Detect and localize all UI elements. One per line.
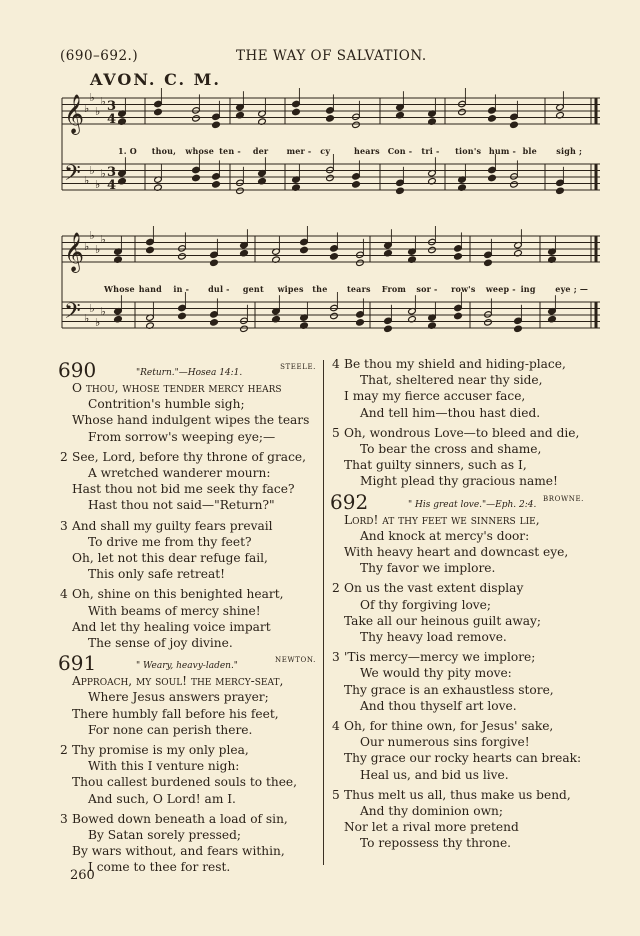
note-head xyxy=(428,246,437,253)
hymn-author: STEELE. xyxy=(280,363,316,371)
time-signature-bottom: 4 xyxy=(107,112,117,127)
flat-icon: ♭ xyxy=(100,305,106,318)
verse-text: The sense of joy divine. xyxy=(88,636,233,651)
note-head xyxy=(352,121,361,128)
verse-text: And knock at mercy's door: xyxy=(360,528,530,543)
stanza-number: 2 xyxy=(60,449,68,464)
treble-clef-icon: 𝄞 xyxy=(64,232,85,272)
page-number: 260 xyxy=(70,868,95,883)
verse-text: To drive me from thy feet? xyxy=(88,534,252,549)
flat-icon: ♭ xyxy=(84,174,90,187)
verse-text: Thy grace is an exhaustless store, xyxy=(344,682,554,697)
note-head xyxy=(330,312,339,319)
verse-text: I may my fierce accuser face, xyxy=(344,389,526,404)
note-head xyxy=(178,253,187,260)
hymn-690 xyxy=(58,358,322,655)
verse-line xyxy=(60,619,322,635)
verse-line xyxy=(332,372,590,388)
hymn-range: (690–692.) xyxy=(60,48,139,64)
flat-icon: ♭ xyxy=(95,316,101,329)
verse-text: Oh, for thine own, for Jesus' sake, xyxy=(344,719,554,734)
flat-icon: ♭ xyxy=(100,167,106,180)
note-head xyxy=(514,325,523,332)
verse-text: From sorrow's weeping eye;— xyxy=(88,429,276,444)
verse-text: And tell him—thou hast died. xyxy=(360,405,541,420)
stanza xyxy=(332,580,590,645)
stanza xyxy=(332,356,590,421)
verse-text: Thy favor we implore. xyxy=(360,561,496,576)
hymn-header xyxy=(58,358,322,382)
stanza-number: 3 xyxy=(60,518,68,533)
note-head xyxy=(210,319,219,326)
verse-line xyxy=(60,689,322,705)
scripture-reference: "Return."—Hosea 14:1. xyxy=(136,368,243,378)
lyric-syllable: sigh ; xyxy=(556,146,583,156)
stanza-number: 3 xyxy=(60,811,68,826)
time-signature-top: 3 xyxy=(107,165,117,180)
verse-text: Our numerous sins forgive! xyxy=(360,735,530,750)
verse-text: O thou, whose tender mercy hears xyxy=(72,381,282,395)
stanza xyxy=(60,518,322,583)
verse-line xyxy=(60,396,322,412)
flat-icon: ♭ xyxy=(84,312,90,325)
verse-line xyxy=(332,356,590,372)
verse-text: And such, O Lord! am I. xyxy=(88,791,236,806)
stanza xyxy=(60,449,322,514)
verse-text: Oh, let not this dear refuge fail, xyxy=(72,551,268,566)
verse-text: To repossess thy throne. xyxy=(360,836,512,851)
verse-line xyxy=(332,665,590,681)
verse-text: I come to thee for rest. xyxy=(88,860,231,875)
stanza xyxy=(60,673,322,738)
lyric-syllable: tion's xyxy=(455,146,482,156)
verse-line xyxy=(60,497,322,513)
stanza xyxy=(332,718,590,783)
verse-line xyxy=(60,550,322,566)
flat-icon: ♭ xyxy=(89,229,95,242)
lyric-syllable: der xyxy=(252,146,269,156)
verse-line xyxy=(60,791,322,807)
verse-text: Whose hand indulgent wipes the tears xyxy=(72,413,310,428)
time-signature-top: 3 xyxy=(107,99,117,114)
lyric-syllable: in - xyxy=(173,284,190,294)
lyric-syllable: sor - xyxy=(416,284,438,294)
treble-clef-icon: 𝄞 xyxy=(64,94,85,134)
hymn-header xyxy=(330,489,590,514)
hymn-number: 692 xyxy=(330,489,369,514)
verse-line xyxy=(332,613,590,629)
scripture-reference: " Weary, heavy-laden." xyxy=(136,661,238,672)
verse-line xyxy=(60,518,322,534)
verse-text: Oh, shine on this benighted heart, xyxy=(72,587,284,602)
flat-icon: ♭ xyxy=(95,243,101,256)
lyric-syllable: tri - xyxy=(421,146,440,156)
verse-line xyxy=(60,673,322,689)
verse-line xyxy=(60,481,322,497)
verse-line xyxy=(60,827,322,843)
note-head xyxy=(240,325,249,332)
lyric-syllable: gent xyxy=(242,284,264,294)
lyric-syllable: thou, xyxy=(151,146,177,156)
verse-line xyxy=(332,425,590,441)
column-divider xyxy=(323,360,324,865)
verse-text: Take all our heinous guilt away; xyxy=(344,613,542,628)
scripture-reference: " His great love."—Eph. 2:4. xyxy=(408,499,537,510)
verse-line xyxy=(332,560,590,576)
verse-text: Of thy forgiving love; xyxy=(360,597,492,612)
note-head xyxy=(192,174,201,181)
verse-line xyxy=(60,586,322,602)
verse-text: Thy grace our rocky hearts can break: xyxy=(344,751,582,766)
verse-text: A wretched wanderer mourn: xyxy=(88,466,271,481)
music-system-2 xyxy=(0,226,640,356)
verse-text: That, sheltered near thy side, xyxy=(360,373,543,388)
verse-text: For none can perish there. xyxy=(88,722,253,737)
lyric-syllable: mer - xyxy=(286,146,312,156)
stanza xyxy=(332,787,590,852)
note-head xyxy=(458,108,467,115)
right-column xyxy=(332,356,590,856)
lyric-syllable: eye ; — xyxy=(555,284,589,294)
note-head xyxy=(356,319,365,326)
verse-line xyxy=(332,629,590,645)
verse-text: Thy heavy load remove. xyxy=(360,630,507,645)
hymn-author: BROWNE. xyxy=(542,494,584,503)
stanza-number: 4 xyxy=(60,587,68,602)
verse-text: Hast thou not said—"Return?" xyxy=(88,498,275,513)
verse-line xyxy=(332,441,590,457)
stanza xyxy=(332,512,590,577)
stanza xyxy=(332,425,590,490)
lyric-syllable: wipes xyxy=(277,284,304,294)
verse-text: With this I venture nigh: xyxy=(88,759,240,774)
lyric-syllable: whose xyxy=(185,146,215,156)
verse-line xyxy=(332,512,590,528)
verse-text: Be thou my shield and hiding-place, xyxy=(344,357,566,371)
verse-line xyxy=(332,698,590,714)
verse-line xyxy=(332,835,590,851)
bass-clef-icon: 𝄢 xyxy=(64,299,81,329)
tune-name: AVON. C. M. xyxy=(90,70,221,89)
lyric-syllable: ten - xyxy=(219,146,241,156)
flat-icon: ♭ xyxy=(84,102,90,115)
verse-line xyxy=(60,603,322,619)
flat-icon: ♭ xyxy=(89,302,95,315)
hymn-691 xyxy=(58,651,322,879)
note-head xyxy=(212,121,221,128)
note-head xyxy=(356,259,365,266)
hymn-author: NEWTON. xyxy=(275,656,316,665)
lyric-syllable: From xyxy=(381,284,407,294)
note-head xyxy=(488,115,497,122)
lyric-syllable: weep - xyxy=(485,284,516,294)
verse-text: There humbly fall before his feet, xyxy=(72,706,279,721)
hymn-header xyxy=(58,651,322,676)
note-head xyxy=(192,115,201,122)
verse-text: Where Jesus answers prayer; xyxy=(88,690,269,705)
verse-text: Thy promise is my only plea, xyxy=(72,743,249,758)
verse-line xyxy=(60,811,322,827)
note-head xyxy=(330,253,339,260)
verse-line xyxy=(332,544,590,560)
lyric-syllable: hears xyxy=(354,146,380,156)
stanza-number: 2 xyxy=(332,581,340,596)
flat-icon: ♭ xyxy=(100,95,106,108)
music-system-1 xyxy=(0,88,640,218)
lyric-syllable: Whose xyxy=(104,284,135,294)
note-head xyxy=(484,319,493,326)
verse-text: By wars without, and fears within, xyxy=(72,844,285,859)
stanza xyxy=(332,649,590,714)
verse-text: Oh, wondrous Love—to bleed and die, xyxy=(344,425,580,440)
stanza xyxy=(60,811,322,876)
lyric-syllable: 1. O xyxy=(118,146,137,156)
lyric-syllable: Con - xyxy=(387,146,413,156)
note-head xyxy=(210,259,219,266)
verse-line xyxy=(332,473,590,489)
verse-line xyxy=(60,449,322,465)
note-head xyxy=(484,259,493,266)
hymn-number: 690 xyxy=(58,358,97,382)
staff xyxy=(62,161,600,193)
stanza-number: 2 xyxy=(60,743,68,758)
lyric-syllable: dul - xyxy=(208,284,230,294)
verse-text: Approach, my soul! the mercy-seat, xyxy=(72,674,284,689)
verse-line xyxy=(60,566,322,582)
stanza-number: 5 xyxy=(332,425,340,440)
stanza-number: 5 xyxy=(332,787,340,802)
verse-line xyxy=(332,649,590,665)
verse-line xyxy=(332,750,590,766)
verse-line xyxy=(332,405,590,421)
verse-line xyxy=(60,722,322,738)
verse-line xyxy=(332,718,590,734)
verse-text: 'Tis mercy—mercy we implore; xyxy=(344,650,536,665)
lyric-syllable: cy xyxy=(320,146,331,156)
verse-text: That guilty sinners, such as I, xyxy=(344,458,527,473)
verse-text: And let thy healing voice impart xyxy=(72,619,271,634)
flat-icon: ♭ xyxy=(89,164,95,177)
stanza-number: 3 xyxy=(332,650,340,665)
verse-text: We would thy pity move: xyxy=(360,666,512,681)
verse-line xyxy=(60,742,322,758)
note-head xyxy=(396,187,405,194)
stanza xyxy=(60,380,322,445)
note-head xyxy=(326,115,335,122)
stanza-number: 4 xyxy=(332,719,340,734)
stanza-number: 4 xyxy=(332,357,340,371)
verse-line xyxy=(60,380,322,396)
verse-line xyxy=(332,819,590,835)
verse-text: Heal us, and bid us live. xyxy=(360,767,509,782)
note-head xyxy=(556,187,565,194)
verse-text: Thou callest burdened souls to thee, xyxy=(72,775,298,790)
verse-text: And thy dominion own; xyxy=(360,804,503,819)
note-head xyxy=(352,181,361,188)
lyric-syllable: ing xyxy=(520,284,536,294)
verse-line xyxy=(60,429,322,445)
verse-text: Thus melt us all, thus make us bend, xyxy=(344,787,571,802)
verse-line xyxy=(332,528,590,544)
note-head xyxy=(488,174,497,181)
stanza xyxy=(60,742,322,807)
verse-line xyxy=(332,803,590,819)
lyric-syllable: hand xyxy=(138,284,162,294)
note-head xyxy=(454,253,463,260)
hymn-number: 691 xyxy=(58,651,97,676)
verse-text: And thou thyself art love. xyxy=(360,698,517,713)
note-head xyxy=(236,187,245,194)
note-head xyxy=(212,181,221,188)
hymn-692 xyxy=(330,489,590,856)
verse-line xyxy=(332,767,590,783)
flat-icon: ♭ xyxy=(89,91,95,104)
note-head xyxy=(300,246,309,253)
verse-line xyxy=(332,734,590,750)
note-head xyxy=(146,246,155,253)
bass-clef-icon: 𝄢 xyxy=(64,161,81,191)
verse-line xyxy=(60,843,322,859)
verse-line xyxy=(332,597,590,613)
verse-text: Contrition's humble sigh; xyxy=(88,397,245,412)
verse-text: On us the vast extent display xyxy=(344,581,524,596)
verse-text: See, Lord, before thy throne of grace, xyxy=(72,449,306,464)
verse-line xyxy=(60,412,322,428)
verse-line xyxy=(60,859,322,875)
verse-text: Might plead thy gracious name! xyxy=(360,474,558,489)
verse-line xyxy=(332,682,590,698)
stanza xyxy=(60,586,322,651)
note-head xyxy=(510,121,519,128)
verse-text: And shall my guilty fears prevail xyxy=(72,518,273,533)
verse-text: This only safe retreat! xyxy=(88,567,226,582)
verse-text: Hast thou not bid me seek thy face? xyxy=(72,482,295,497)
note-head xyxy=(154,108,163,115)
note-head xyxy=(454,312,463,319)
flat-icon: ♭ xyxy=(95,105,101,118)
left-column xyxy=(58,358,322,880)
verse-line xyxy=(60,706,322,722)
verse-line xyxy=(60,758,322,774)
lyric-syllable: the xyxy=(312,284,328,294)
note-head xyxy=(384,325,393,332)
verse-line xyxy=(332,580,590,596)
lyric-syllable: tears xyxy=(347,284,371,294)
verse-line xyxy=(332,457,590,473)
verse-line xyxy=(60,534,322,550)
verse-text: By Satan sorely pressed; xyxy=(88,828,241,843)
verse-text: With heavy heart and downcast eye, xyxy=(344,545,569,560)
note-head xyxy=(292,108,301,115)
note-head xyxy=(326,174,335,181)
lyric-syllable: row's xyxy=(451,284,476,294)
verse-text: Lord! at thy feet we sinners lie, xyxy=(344,512,540,527)
lyric-syllable: ble xyxy=(522,146,537,156)
verse-line xyxy=(332,388,590,404)
verse-text: Bowed down beneath a load of sin, xyxy=(72,811,288,826)
flat-icon: ♭ xyxy=(84,240,90,253)
flat-icon: ♭ xyxy=(95,178,101,191)
hymn-691 xyxy=(332,356,590,494)
lyric-syllable: hum - xyxy=(488,146,517,156)
verse-line xyxy=(60,635,322,651)
flat-icon: ♭ xyxy=(100,233,106,246)
note-head xyxy=(510,181,519,188)
verse-text: To bear the cross and shame, xyxy=(360,442,542,457)
verse-text: With beams of mercy shine! xyxy=(88,603,261,618)
note-head xyxy=(178,312,187,319)
time-signature-bottom: 4 xyxy=(107,178,117,193)
verse-line xyxy=(60,465,322,481)
verse-text: Nor let a rival more pretend xyxy=(344,820,519,835)
verse-line xyxy=(60,774,322,790)
page-title: THE WAY OF SALVATION. xyxy=(236,48,427,64)
verse-line xyxy=(332,787,590,803)
